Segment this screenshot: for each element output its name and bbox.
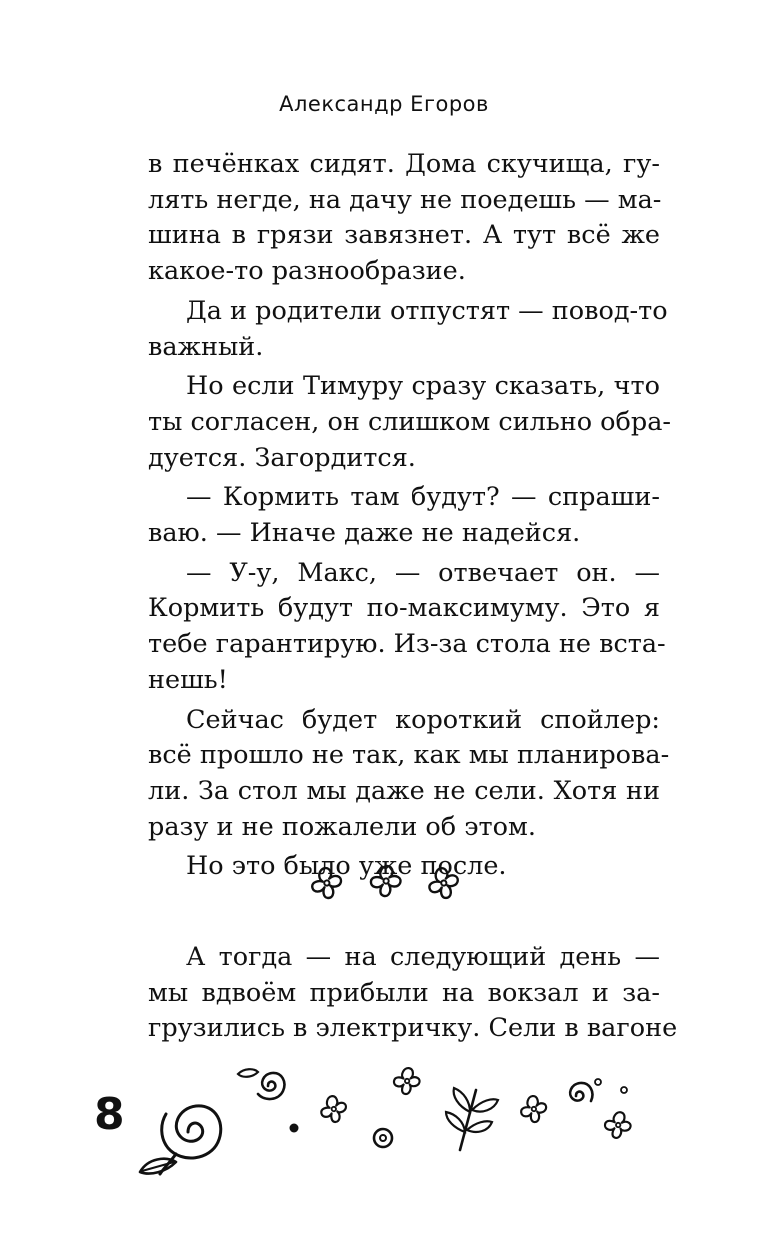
text-line: лять негде, на дачу не поедешь — ма-	[148, 184, 662, 215]
text-line: тебе гарантирую. Из-за стола не вста-	[148, 629, 666, 660]
text-line: Сейчас будет короткий спойлер:	[186, 704, 660, 735]
text-line: всё прошло не так, как мы планирова-	[148, 740, 670, 771]
flower-icon	[310, 866, 343, 900]
text-line: ты согласен, он слишком сильно обра-	[148, 406, 672, 437]
text-line: мы вдвоём прибыли на вокзал и за-	[148, 977, 660, 1008]
page-number: 8	[94, 1089, 125, 1140]
text-line: нешь!	[148, 664, 228, 695]
flower-icon	[370, 865, 402, 898]
body-text	[148, 147, 672, 885]
text-line: Но если Тимуру сразу сказать, что	[186, 371, 660, 402]
text-line: Да и родители отпустят — повод-то	[186, 295, 668, 326]
flower-icon	[520, 1095, 548, 1124]
text-line: важный.	[148, 331, 264, 362]
text-line: разу и не пожалели об этом.	[148, 811, 536, 842]
running-head-author: Александр Егоров	[279, 92, 489, 116]
text-line: Кормить будут по-максимуму. Это я	[148, 593, 660, 624]
text-line: А тогда — на следующий день —	[186, 942, 660, 972]
flower-icon	[603, 1110, 633, 1141]
text-line: дуется. Загордится.	[148, 442, 416, 473]
section-divider	[0, 858, 768, 912]
text-line: в печёнках сидят. Дома скучища, гу-	[148, 149, 660, 179]
circle-icon	[374, 1129, 392, 1147]
swirl-icon	[238, 1069, 284, 1099]
text-line: ваю. — Иначе даже не надейся.	[148, 518, 581, 549]
text-line: шина в грязи завязнет. А тут всё же	[148, 220, 660, 251]
dot-icon	[595, 1079, 627, 1093]
dot-icon	[290, 1124, 299, 1133]
flower-icon	[392, 1066, 421, 1095]
text-line: — У-у, Макс, — отвечает он. —	[186, 557, 660, 588]
text-line: грузились в электричку. Сели в вагоне	[148, 1013, 678, 1044]
divider-flowers	[299, 858, 469, 908]
footer-ornament	[130, 1050, 670, 1194]
text-line: ли. За стол мы даже не сели. Хотя ни	[148, 775, 660, 806]
text-line: — Кормить там будут? — спраши-	[186, 482, 660, 513]
flower-icon	[426, 865, 461, 901]
text-line: Но это было уже после.	[186, 851, 507, 882]
body-text-continued	[148, 940, 678, 1047]
flower-icon	[319, 1094, 349, 1124]
leaf-icon	[446, 1088, 498, 1150]
swirl-icon	[570, 1083, 592, 1101]
text-line: какое-то разнообразие.	[148, 256, 466, 287]
